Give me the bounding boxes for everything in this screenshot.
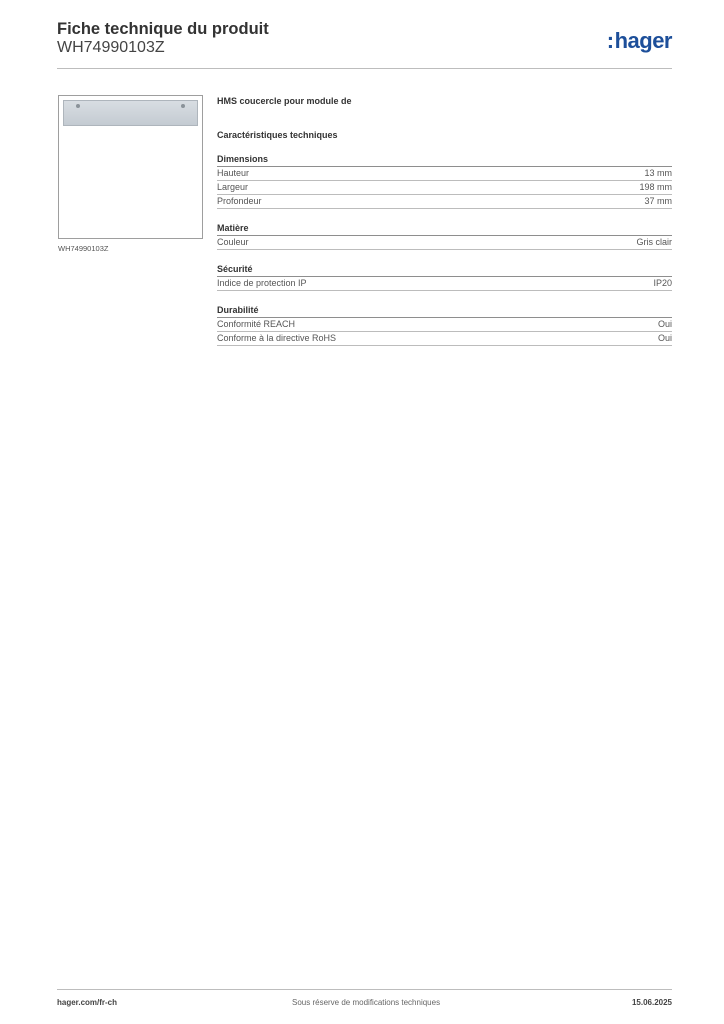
spec-group-title: Dimensions — [217, 154, 672, 167]
spec-label: Couleur — [217, 237, 249, 247]
logo-text: hager — [614, 28, 672, 53]
spec-content — [217, 96, 672, 360]
spec-group-title: Sécurité — [217, 264, 672, 277]
product-image-frame — [58, 95, 203, 239]
screw-icon — [76, 104, 80, 108]
footer-divider — [57, 989, 672, 990]
footer-disclaimer: Sous réserve de modifications techniques — [292, 998, 441, 1007]
logo-mark-icon: : — [606, 28, 614, 53]
spec-value: 198 mm — [639, 182, 672, 192]
spec-row — [217, 181, 672, 195]
spec-row — [217, 167, 672, 181]
spec-label: Conformité REACH — [217, 319, 296, 329]
screw-icon — [181, 104, 185, 108]
spec-group — [217, 223, 672, 250]
spec-group — [217, 305, 672, 346]
spec-value: Oui — [657, 319, 672, 329]
spec-group-title: Matière — [217, 223, 672, 236]
footer-date: 15.06.2025 — [631, 998, 672, 1007]
spec-value: IP20 — [653, 278, 672, 288]
spec-row — [217, 195, 672, 209]
spec-label: Largeur — [217, 182, 249, 192]
spec-label: Profondeur — [217, 196, 262, 206]
product-name: HMS coucercle pour module de — [217, 96, 352, 106]
product-reference: WH74990103Z — [57, 39, 165, 56]
spec-section-title: Caractéristiques techniques — [217, 130, 338, 140]
spec-label: Hauteur — [217, 168, 250, 178]
product-image — [63, 100, 198, 126]
footer-website: hager.com/fr-ch — [57, 998, 118, 1007]
spec-group — [217, 154, 672, 209]
spec-row — [217, 277, 672, 291]
spec-value: 37 mm — [644, 196, 672, 206]
spec-value: 13 mm — [644, 168, 672, 178]
spec-label: Indice de protection IP — [217, 278, 307, 288]
spec-row — [217, 332, 672, 346]
product-image-caption: WH74990103Z — [58, 244, 109, 253]
header-divider — [57, 68, 672, 69]
spec-group-title: Durabilité — [217, 305, 672, 318]
brand-logo — [607, 28, 672, 54]
spec-row — [217, 318, 672, 332]
spec-value: Gris clair — [636, 237, 672, 247]
spec-label: Conforme à la directive RoHS — [217, 333, 337, 343]
spec-groups — [217, 154, 672, 346]
spec-value: Oui — [657, 333, 672, 343]
page-title: Fiche technique du produit — [57, 20, 269, 38]
spec-group — [217, 264, 672, 291]
spec-row — [217, 236, 672, 250]
